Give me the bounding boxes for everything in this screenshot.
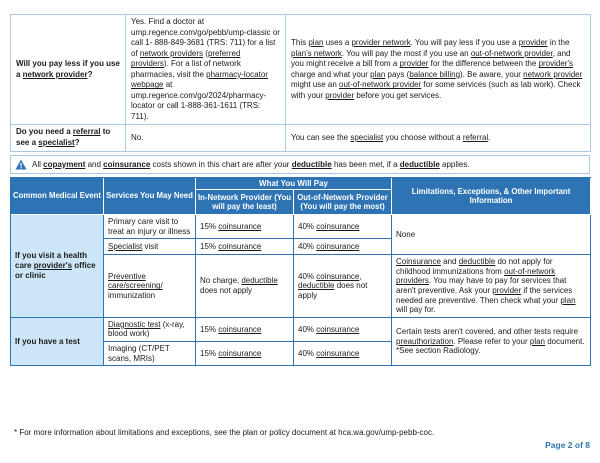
- glossary-term: deductible: [298, 281, 335, 291]
- text-run: 15%: [200, 241, 219, 251]
- text-run: ). Be aware, your: [460, 69, 524, 79]
- glossary-term: plan: [308, 38, 324, 48]
- text-run: You can see the: [291, 132, 351, 142]
- glossary-term: provider network: [351, 38, 411, 48]
- glossary-term: preauthorization: [396, 336, 454, 346]
- event-office-clinic: [11, 215, 104, 318]
- glossary-term: Specialist: [108, 241, 143, 251]
- out-network-specialist: [294, 239, 392, 255]
- out-network-imaging: [294, 342, 392, 366]
- glossary-term: provider: [518, 38, 548, 48]
- glossary-term: provider's: [33, 261, 73, 271]
- text-run: might use an: [291, 80, 340, 90]
- text-run: for the difference between the: [428, 59, 539, 69]
- notice-text: [32, 160, 470, 169]
- out-network-preventive: [294, 255, 392, 318]
- glossary-term: provider's: [538, 59, 573, 69]
- glossary-term: deductible: [241, 276, 278, 286]
- glossary-term: plan: [529, 336, 545, 346]
- question-referral: [11, 125, 126, 151]
- text-run: visit: [142, 241, 159, 251]
- text-run: pays (: [385, 69, 410, 79]
- glossary-term: pharmacy-locator webpage: [131, 69, 268, 90]
- text-run: If you have a test: [15, 336, 80, 346]
- text-run: . Please refer to your: [453, 336, 530, 346]
- glossary-term: coinsurance: [218, 241, 262, 251]
- notice-bar: [10, 155, 590, 174]
- glossary-term: provider: [399, 59, 429, 69]
- glossary-term: out-of-network providers: [396, 266, 556, 286]
- text-run: Will you pay less if you use a: [16, 59, 120, 79]
- glossary-term: network provider: [523, 69, 583, 79]
- glossary-term: specialist: [38, 138, 75, 148]
- qa-row-network-provider: [11, 15, 591, 125]
- in-network-imaging: [196, 342, 294, 366]
- qa-table: [10, 14, 591, 152]
- text-run: applies.: [439, 159, 470, 169]
- in-network-specialist: [196, 239, 294, 255]
- text-run: No charge,: [200, 276, 242, 286]
- header-what-you-will-pay: What You Will Pay: [196, 178, 392, 190]
- glossary-term: referral: [72, 127, 101, 137]
- glossary-term: coinsurance: [218, 221, 262, 231]
- text-run: you choose without a: [383, 132, 463, 142]
- limitations-preventive: [392, 255, 591, 318]
- glossary-term: balance billing: [409, 69, 461, 79]
- glossary-term: copayment: [43, 159, 86, 169]
- text-run: Yes. Find a doctor at ump.regence.com/go/pebb/ump-classic or call 1- 888-849-3681 (TRS: 711) for a list of: [131, 17, 280, 58]
- text-run: . You will pay the most if you use an: [341, 48, 471, 58]
- glossary-term: network providers: [139, 48, 204, 58]
- text-run: Certain tests aren't covered, and other tests require: [396, 327, 579, 337]
- out-network-primary-care: [294, 215, 392, 239]
- glossary-term: coinsurance: [316, 241, 360, 251]
- text-run: ,: [359, 271, 362, 281]
- text-run: in the: [547, 38, 570, 48]
- in-network-preventive: [196, 255, 294, 318]
- limitations-tests: [392, 318, 591, 366]
- text-run: if the services needed are preventive. Then check what your: [396, 285, 573, 305]
- service-preventive-care: [104, 255, 196, 318]
- text-run: (: [203, 48, 208, 58]
- glossary-term: coinsurance: [316, 271, 360, 281]
- in-network-primary-care: [196, 215, 294, 239]
- glossary-term: out-of-network provider: [339, 80, 422, 90]
- glossary-term: specialist: [350, 132, 384, 142]
- text-run: 40%: [298, 271, 317, 281]
- text-run: All: [32, 159, 44, 169]
- text-run: and: [440, 257, 459, 267]
- out-network-diagnostic: [294, 318, 392, 342]
- header-out-of-network-provider: Out-of-Network Provider (You will pay the most): [294, 190, 392, 215]
- text-run: ). For a list of network pharmacies, visit the: [131, 59, 241, 79]
- text-run: 40%: [298, 221, 317, 231]
- text-run: before you get services.: [354, 90, 442, 100]
- text-run: (x-ray, blood work): [108, 319, 185, 339]
- text-run: 15%: [200, 324, 219, 334]
- text-run: will pay for.: [396, 305, 436, 315]
- text-run: If you visit a health care: [15, 251, 88, 271]
- glossary-term: deductible: [458, 257, 496, 267]
- text-run: office or clinic: [15, 261, 96, 280]
- text-run: None: [396, 229, 416, 239]
- glossary-term: plan: [560, 295, 576, 305]
- service-primary-care: [104, 215, 196, 239]
- text-run: costs shown in this chart are after your: [150, 159, 292, 169]
- glossary-term: coinsurance: [218, 324, 262, 334]
- glossary-term: referral: [462, 132, 489, 142]
- in-network-diagnostic: [196, 318, 294, 342]
- text-run: uses a: [323, 38, 352, 48]
- text-run: document. *See section Radiology.: [396, 336, 585, 356]
- text-run: 15%: [200, 348, 219, 358]
- footnote: * For more information about limitations and exceptions, see the plan or policy document at hca.wa.gov/ump-pebb-coc.: [14, 428, 435, 437]
- glossary-term: coinsurance: [218, 348, 262, 358]
- info-network-provider: [286, 15, 591, 125]
- text-run: 40%: [298, 324, 317, 334]
- service-imaging: [104, 342, 196, 366]
- text-run: to see a: [16, 127, 111, 148]
- header-services-you-may-need: Services You May Need: [104, 178, 196, 215]
- glossary-term: coinsurance: [316, 221, 360, 231]
- text-run: 40%: [298, 348, 317, 358]
- glossary-term: deductible: [399, 159, 440, 169]
- glossary-term: plan: [370, 69, 386, 79]
- glossary-term: plan's network: [291, 48, 342, 58]
- text-run: Imaging (CT/PET scans, MRIs): [108, 343, 170, 363]
- text-run: . You may have to pay for services that aren't preventive. Ask your: [396, 276, 567, 295]
- header-in-network-provider: In-Network Provider (You will pay the least): [196, 190, 294, 215]
- text-run: for some services (such as lab work). Check with your: [291, 80, 581, 100]
- text-run: ?: [87, 69, 93, 79]
- text-run: This: [291, 38, 309, 48]
- text-run: Do you need a: [16, 127, 73, 137]
- text-run: do not apply for childhood immunizations from: [396, 257, 553, 276]
- text-run: charge and what your: [291, 69, 371, 79]
- document-page: [10, 14, 590, 366]
- benefits-table: [10, 177, 591, 367]
- text-run: ?: [74, 138, 80, 148]
- glossary-term: provider: [492, 285, 522, 295]
- glossary-term: out-of-network provider: [470, 48, 553, 58]
- answer-referral: [126, 125, 286, 151]
- header-common-medical-event: Common Medical Event: [11, 178, 104, 215]
- service-specialist-visit: [104, 239, 196, 255]
- question-network-provider: [11, 15, 126, 125]
- text-run: .: [488, 132, 491, 142]
- warning-triangle-icon: [15, 159, 27, 170]
- event-test: [11, 318, 104, 366]
- benefits-header-row-1: [11, 178, 591, 190]
- text-run: No.: [131, 132, 144, 142]
- table-row: [11, 215, 591, 239]
- text-run: and: [85, 159, 104, 169]
- glossary-term: preferred providers: [131, 48, 241, 69]
- glossary-term: Preventive: [108, 271, 146, 281]
- glossary-term: Coinsurance: [396, 257, 441, 267]
- text-run: 15%: [200, 221, 219, 231]
- glossary-term: coinsurance: [316, 324, 360, 334]
- glossary-term: coinsurance: [316, 348, 360, 358]
- glossary-term: provider: [325, 90, 355, 100]
- answer-network-provider: [126, 15, 286, 125]
- service-diagnostic-test: [104, 318, 196, 342]
- text-run: has been met, if a: [331, 159, 400, 169]
- text-run: at ump.regence.com/go/2024/pharmacy-locator or call 1-888-361-1611 (TRS: 711).: [131, 80, 267, 121]
- glossary-term: network provider: [22, 69, 88, 79]
- glossary-term: Diagnostic test: [108, 319, 161, 329]
- info-referral: [286, 125, 591, 151]
- text-run: , and you might receive a bill from a: [291, 48, 571, 69]
- text-run: Primary care visit to treat an injury or illness: [108, 217, 191, 236]
- glossary-term: care/screening/: [108, 281, 163, 291]
- table-row: [11, 318, 591, 342]
- page-number: Page 2 of 8: [545, 440, 590, 450]
- text-run: does not apply: [200, 285, 253, 295]
- glossary-term: deductible: [291, 159, 332, 169]
- limitations-none: [392, 215, 591, 255]
- header-limitations: Limitations, Exceptions, & Other Important Information: [392, 178, 591, 215]
- qa-row-referral: [11, 125, 591, 151]
- text-run: . You will pay less if you use a: [410, 38, 519, 48]
- text-run: 40%: [298, 241, 317, 251]
- text-run: does not apply: [298, 281, 368, 300]
- text-run: immunization: [108, 290, 156, 300]
- glossary-term: coinsurance: [103, 159, 151, 169]
